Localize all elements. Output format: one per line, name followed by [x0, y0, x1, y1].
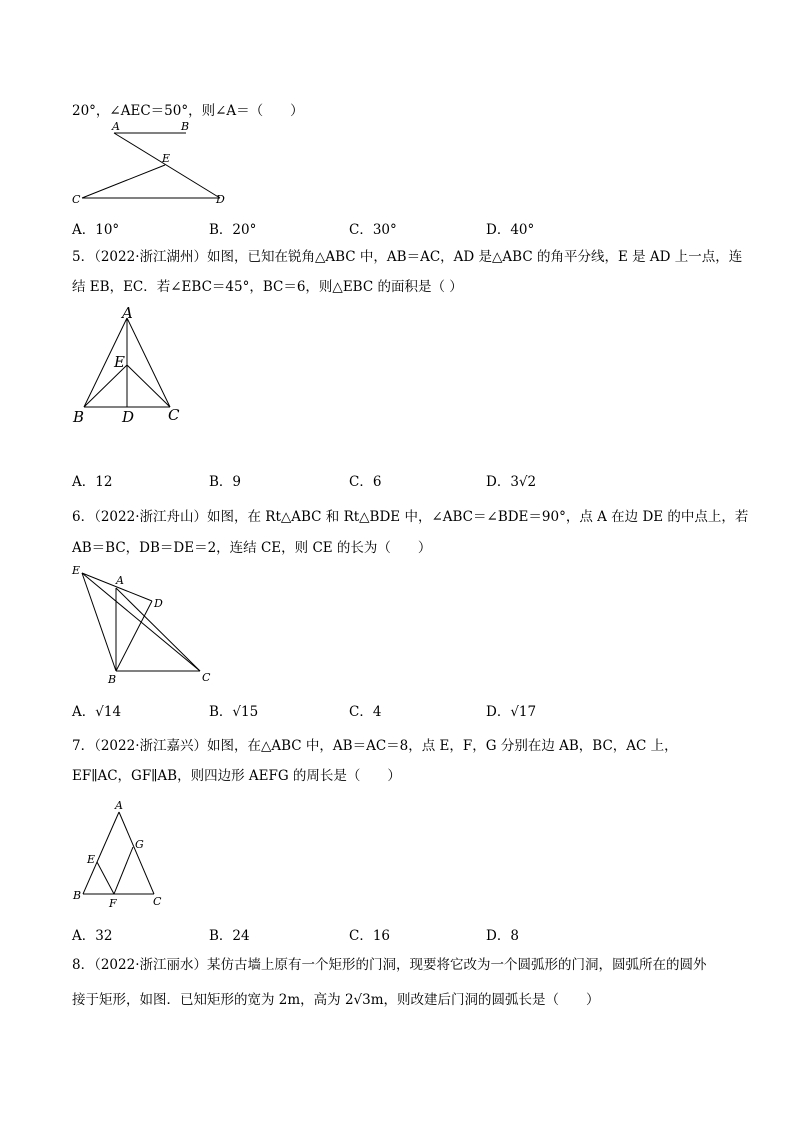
q4-label-c: C — [72, 193, 81, 206]
q7-label-c: C — [153, 895, 162, 908]
q7-figure — [70, 797, 175, 909]
q6-options — [72, 700, 722, 720]
q5-label-e: E — [114, 353, 125, 371]
q4-label-e: E — [162, 152, 171, 165]
q4-option-b: B．20° — [209, 222, 257, 238]
q5-label-c: C — [168, 406, 180, 424]
q7-label-f: F — [109, 897, 117, 910]
q4-label-a: A — [112, 120, 120, 133]
q4-option-a: A．10° — [72, 222, 120, 238]
q5-label-b: B — [73, 408, 85, 426]
q6-option-a: A．√14 — [72, 704, 122, 720]
q6-figure — [70, 562, 220, 687]
q7-label-b: B — [73, 889, 82, 902]
q6-label-a: A — [116, 574, 124, 587]
q6-option-b: B．√15 — [209, 704, 259, 720]
q6-option-c: C．4 — [349, 704, 382, 720]
q4-figure — [70, 122, 240, 208]
q5-label-d: D — [122, 408, 135, 426]
q5-label-a: A — [122, 304, 133, 322]
q7-option-c: C．16 — [349, 928, 391, 944]
q6-option-d: D．√17 — [486, 704, 537, 720]
q5-option-b: B．9 — [209, 474, 242, 490]
q4-options — [72, 218, 722, 238]
q7-stem-line2: EF∥AC，GF∥AB，则四边形 AEFG 的周长是（ ） — [72, 768, 401, 784]
q4-label-d: D — [216, 193, 225, 206]
q5-option-a: A．12 — [72, 474, 113, 490]
q4-label-b: B — [181, 120, 190, 133]
q5-stem-line2: 结 EB，EC．若∠EBC＝45°，BC＝6，则△EBC 的面积是（ ） — [72, 279, 463, 295]
q7-option-d: D．8 — [486, 928, 519, 944]
q7-label-g: G — [135, 838, 144, 851]
q5-options — [72, 470, 722, 490]
q6-label-c: C — [202, 671, 211, 684]
q5-stem-line1: 5．（2022·浙江湖州）如图，已知在锐角△ABC 中，AB＝AC，AD 是△ABC 的角平分线，E 是 AD 上一点，连 — [72, 249, 743, 265]
q5-option-d: D．3√2 — [486, 474, 537, 490]
q6-label-e: E — [72, 564, 81, 577]
q6-label-d: D — [154, 597, 163, 610]
q7-label-e: E — [87, 853, 96, 866]
q4-stem-tail: 20°，∠AEC＝50°，则∠A＝（ ） — [72, 103, 304, 119]
q8-stem-line2: 接于矩形，如图．已知矩形的宽为 2m，高为 2√3m，则改建后门洞的圆弧长是（ ） — [72, 992, 600, 1008]
q7-option-a: A．32 — [72, 928, 113, 944]
q4-option-c: C．30° — [349, 222, 397, 238]
q5-figure — [70, 303, 190, 428]
q5-option-c: C．6 — [349, 474, 382, 490]
q7-option-b: B．24 — [209, 928, 250, 944]
q7-label-a: A — [115, 799, 123, 812]
q6-label-b: B — [108, 673, 117, 686]
q4-option-d: D．40° — [486, 222, 535, 238]
q6-stem-line1: 6．（2022·浙江舟山）如图，在 Rt△ABC 和 Rt△BDE 中，∠ABC＝∠BDE＝90°，点 A 在边 DE 的中点上，若 — [72, 509, 749, 525]
q7-stem-line1: 7．（2022·浙江嘉兴）如图，在△ABC 中，AB＝AC＝8，点 E，F，G 分别在边 AB，BC，AC 上， — [72, 738, 678, 754]
q7-options — [72, 924, 722, 944]
q8-stem-line1: 8．（2022·浙江丽水）某仿古墙上原有一个矩形的门洞，现要将它改为一个圆弧形的门洞，圆弧所在的圆外 — [72, 957, 707, 973]
q6-stem-line2: AB＝BC，DB＝DE＝2，连结 CE，则 CE 的长为（ ） — [72, 540, 432, 556]
